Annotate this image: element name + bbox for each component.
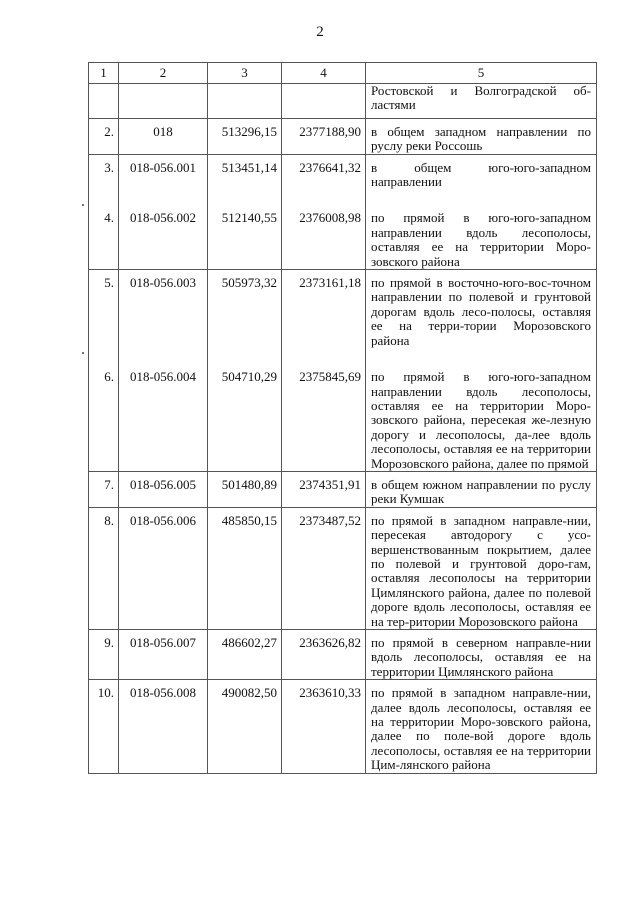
coordinate-y: 2377188,90 (299, 123, 361, 139)
coordinate-y: 2373487,52 (299, 512, 361, 528)
page-number: 2 (316, 24, 324, 40)
continuation-row (89, 84, 597, 119)
continuation-text: Ростовской и Волгоградской об-ластями (366, 84, 597, 119)
coordinate-x: 513296,15 (221, 123, 277, 139)
coordinate-y: 2363626,82 (299, 635, 361, 650)
boundary-description: в общем западном направлении по руслу реки Россошь (371, 123, 591, 154)
header-cell: 3 (208, 63, 282, 84)
header-row (89, 63, 597, 84)
coordinate-x: 505973,32 (221, 275, 277, 291)
coordinate-x: 486602,27 (221, 635, 277, 650)
boundary-table (88, 62, 597, 774)
table-row (89, 270, 597, 472)
point-code: 018-056.007 (129, 635, 197, 650)
coordinate-x: 501480,89 (221, 476, 277, 492)
coordinate-x: 504710,29 (221, 369, 277, 385)
point-code: 018-056.008 (129, 685, 197, 701)
point-code: 018 (153, 123, 173, 139)
boundary-description: по прямой в юго-юго-западном направлении вдоль лесополосы, оставляя ее на территории Моро-зовского района, пересекая же-лезную дорогу и лесополосы, да-лее вдоль лесополосы, оставляя ее на территории Морозовского района, далее по прямой (371, 369, 591, 471)
point-number: 7. (104, 476, 114, 492)
point-code: 018-056.004 (129, 369, 197, 385)
table-row (89, 118, 597, 154)
boundary-description: по прямой в северном направле-нии вдоль лесополосы, оставляя ее на территории Цимлянского района (371, 635, 591, 679)
boundary-description: в общем юго-юго-западном направлении (371, 159, 591, 190)
point-code: 018-056.002 (129, 210, 197, 226)
point-number: 9. (104, 635, 114, 650)
coordinate-y: 2363610,33 (299, 685, 361, 701)
point-number: 4. (104, 210, 114, 226)
coordinate-x: 512140,55 (221, 210, 277, 226)
header-cell: 5 (366, 63, 597, 84)
header-cell: 4 (282, 63, 366, 84)
coordinate-x: 490082,50 (221, 685, 277, 701)
scan-mark (82, 204, 84, 206)
boundary-description: по прямой в юго-юго-западном направлении вдоль лесополосы, оставляя ее на территории Моро-зовского района (371, 210, 591, 269)
point-number: 10. (97, 685, 114, 701)
point-number: 5. (104, 275, 114, 291)
coordinate-y: 2376641,32 (299, 159, 361, 175)
boundary-description: в общем южном направлении по руслу реки Кумшак (371, 476, 591, 507)
table-row (89, 154, 597, 269)
table-row (89, 471, 597, 507)
table-row (89, 507, 597, 629)
boundary-description: по прямой в западном направле-нии, пересекая автодорогу с усо-вершенствованным покрытием, далее по полевой и грунтовой доро-гам, оставляя лесополосы на территории Цимлянского района, далее по полевой дороге вдоль лесополосы, оставляя ее на тер-ритории Морозовского района (371, 512, 591, 629)
point-number: 2. (104, 123, 114, 139)
point-code: 018-056.001 (129, 159, 197, 175)
table-row (89, 630, 597, 680)
table-row (89, 680, 597, 773)
header-cell: 2 (119, 63, 208, 84)
point-code: 018-056.003 (129, 275, 197, 291)
boundary-description: по прямой в восточно-юго-вос-точном направлении по полевой и грунтовой дорогам вдоль лесо-полосы, оставляя ее на терри-тории Морозовского района (371, 275, 591, 348)
coordinate-y: 2375845,69 (299, 369, 361, 385)
header-cell: 1 (89, 63, 119, 84)
scan-mark (82, 352, 84, 354)
boundary-description: по прямой в западном направле-нии, далее вдоль лесополосы, оставляя ее на территории Моро-зовского района, далее по поле-вой дороге вдоль лесополосы, оставляя ее на территории Цим-лянского района (371, 685, 591, 773)
coordinate-y: 2374351,91 (299, 476, 361, 492)
coordinate-y: 2376008,98 (299, 210, 361, 226)
point-code: 018-056.006 (129, 512, 197, 528)
point-number: 8. (104, 512, 114, 528)
point-number: 6. (104, 369, 114, 385)
coordinate-y: 2373161,18 (299, 275, 361, 291)
coordinate-x: 513451,14 (221, 159, 277, 175)
point-code: 018-056.005 (129, 476, 197, 492)
coordinate-x: 485850,15 (221, 512, 277, 528)
point-number: 3. (104, 159, 114, 175)
